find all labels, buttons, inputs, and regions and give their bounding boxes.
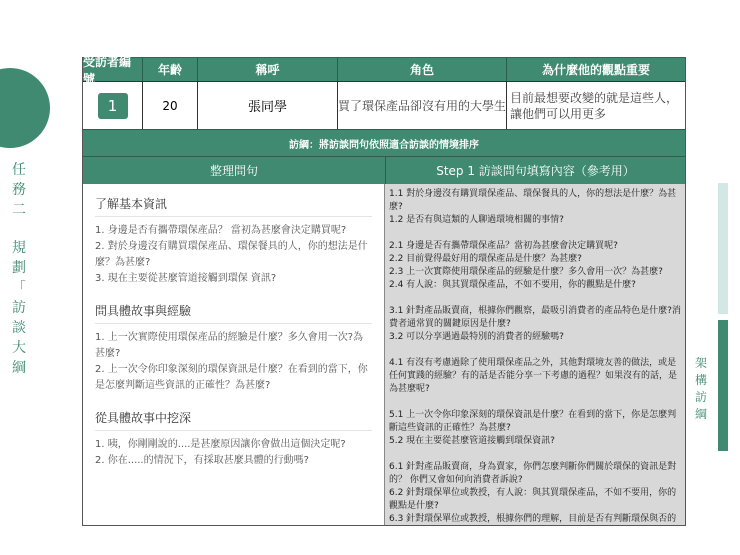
header-name: 稱呼 (198, 58, 338, 81)
question-item: 3. 現在主要從甚麼管道接觸到環保 資訊? (95, 273, 277, 284)
label-char: 架 (694, 356, 707, 370)
reference-item: 5.1 上一次令你印象深刻的環保資訊是什麼？在看到的當下，你是怎麼判斷這些資訊的正確性？為甚麼? (389, 410, 677, 433)
interviewee-role: 買了環保產品卻沒有用的大學生 (338, 82, 507, 129)
title-char: 劃 (12, 260, 26, 276)
side-label-vertical (693, 355, 709, 423)
interviewee-age: 20 (143, 82, 198, 129)
reference-item: 1.2 是否有與這類的人聊過環境相關的事情? (389, 215, 564, 225)
section-title-vertical (10, 160, 28, 378)
progress-tab-active[interactable] (718, 320, 728, 451)
question-section (95, 303, 372, 394)
question-section (95, 410, 372, 469)
reference-item: 2.2 目前覺得最好用的環保產品是什麼？為甚麼? (389, 254, 582, 264)
reference-item: 6.3 針對環保單位或教授，根據你們的理解，目前是否有判斷環保與否的 (389, 514, 677, 524)
interviewee-id-badge: 1 (98, 93, 128, 119)
subheader-step1: Step 1 訪談問句填寫內容（參考用） (436, 164, 635, 178)
reference-questions[interactable] (385, 184, 685, 525)
title-char: 務 (12, 182, 26, 198)
reference-group (389, 188, 681, 227)
title-char: 訪 (12, 300, 26, 316)
reference-item: 2.3 上一次實際使用環保產品的經驗是什麼？多久會用一次？為甚麼? (389, 267, 663, 277)
reference-group (389, 305, 681, 344)
subheader-row (83, 156, 685, 184)
title-char: 談 (12, 320, 26, 336)
title-char: 任 (12, 162, 26, 178)
title-char: 綱 (12, 360, 26, 376)
header-age: 年齡 (143, 58, 198, 81)
reference-item: 4.1 有沒有考慮過除了使用環保產品之外，其他對環境友善的做法，或是任何實踐的經驗？有的話是否能分享一下考慮的過程？如果沒有的話，是為甚麼呢? (389, 358, 678, 394)
label-char: 訪 (694, 390, 707, 404)
reference-item: 2.1 身邊是否有攜帶環保產品？當初為甚麼會決定購買呢? (389, 241, 618, 251)
section-heading: 問具體故事與經驗 (95, 303, 372, 324)
interviewee-reason: 目前最想要改變的就是這些人，讓他們可以用更多 (510, 90, 679, 121)
question-item: 1. 上一次實際使用環保產品的經驗是什麼？多久會用一次?為甚麼? (95, 332, 364, 359)
reference-item: 6.1 針對產品販賣商，身為賣家，你們怎麼判斷你們關於環保的資訊是對的？ 你們又會如何向消費者訴說? (389, 462, 677, 485)
reference-group (389, 461, 681, 525)
subheader-organize: 整理問句 (83, 157, 386, 184)
reference-item: 2.4 有人說：與其買環保產品，不如不要用，你的觀點是什麼? (389, 280, 636, 290)
label-char: 綱 (694, 407, 707, 421)
title-char: 大 (12, 340, 26, 356)
organized-questions[interactable] (83, 184, 385, 525)
title-char: 規 (12, 240, 26, 256)
question-item: 1. 咦，你剛剛說的....是甚麼原因讓你會做出這個決定呢? (95, 439, 346, 450)
label-char: 構 (694, 373, 707, 387)
question-section (95, 196, 372, 287)
title-char: 「 (12, 280, 26, 296)
question-item: 1. 身邊是否有攜帶環保產品？ 當初為甚麼會決定購買呢? (95, 225, 347, 236)
reference-item: 5.2 現在主要從甚麼管道接觸到環保資訊? (389, 436, 555, 446)
reference-group (389, 240, 681, 292)
header-reason: 為什麼他的觀點重要 (541, 63, 650, 77)
reference-item: 3.1 針對產品販賣商，根據你們觀察，最吸引消費者的產品特色是什麼?消費者通常買的關鍵原因是什麼? (389, 306, 681, 329)
header-id: 受訪者編號 (83, 58, 143, 81)
interviewee-name: 張同學 (198, 82, 338, 129)
section-heading: 從具體故事中挖深 (95, 410, 372, 431)
progress-tab-inactive[interactable] (718, 183, 728, 314)
reference-item: 3.2 可以分享遇過最特別的消費者的經驗嗎? (389, 332, 564, 342)
header-row (83, 54, 685, 86)
reference-group (389, 357, 681, 396)
reference-item: 1.1 對於身邊沒有購買環保產品、環保餐具的人，你的想法是什麼？為甚麼? (389, 189, 677, 212)
interview-outline-table (82, 54, 686, 526)
outline-banner: 訪綱：將訪談問句依照適合訪談的情境排序 (83, 129, 685, 156)
decorative-circle (0, 68, 50, 148)
header-role: 角色 (338, 58, 507, 81)
question-item: 2. 對於身邊沒有購買環保產品、環保餐具的人，你的想法是什麼？為甚麼? (95, 241, 368, 268)
title-char (10, 220, 28, 238)
question-item: 2. 你在.....的情況下，有採取甚麼具體的行動嗎? (95, 455, 309, 466)
question-item: 2. 上一次令你印象深刻的環保資訊是什麼？在看到的當下，你是怎麼判斷這些資訊的正確性？為甚麼? (95, 364, 368, 391)
reference-group (389, 409, 681, 448)
interviewee-row (83, 81, 685, 129)
reference-item: 6.2 針對環保單位或教授，有人說：與其買環保產品，不如不要用，你的觀點是什麼? (389, 488, 677, 511)
section-heading: 了解基本資訊 (95, 196, 372, 217)
title-char: 二 (12, 202, 26, 218)
